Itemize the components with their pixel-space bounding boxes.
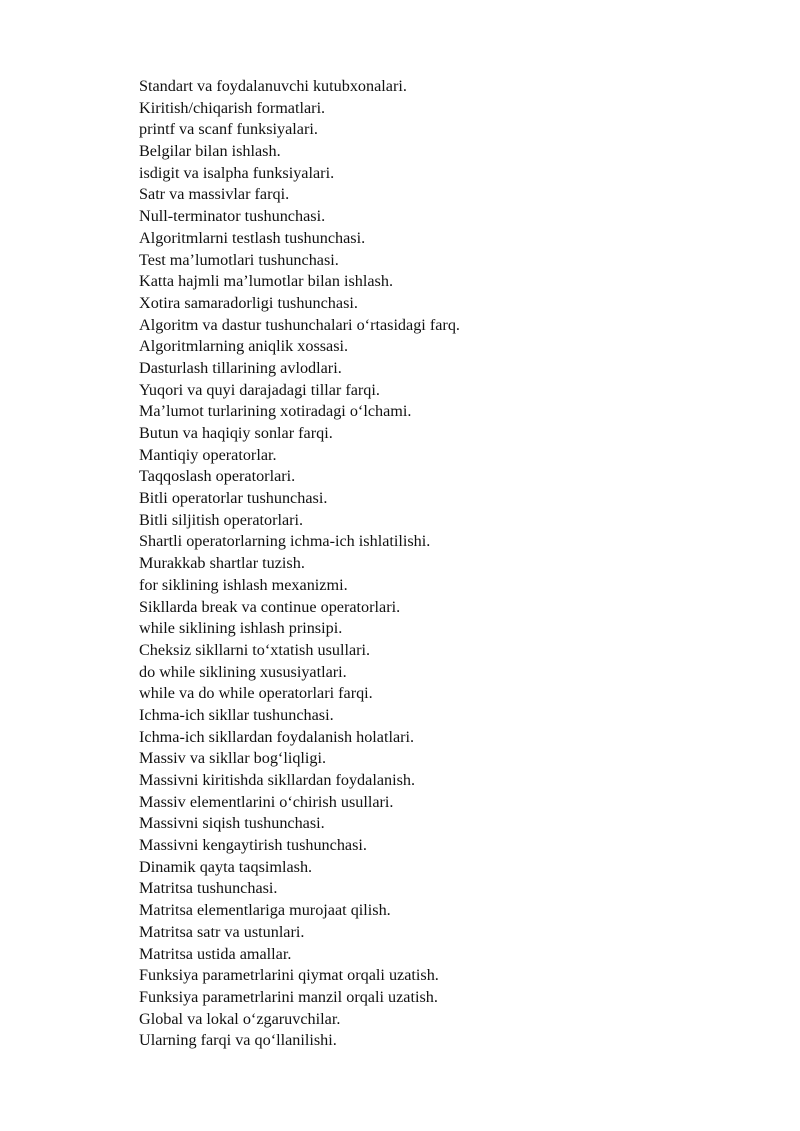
topic-line: Algoritmlarning aniqlik xossasi.: [139, 337, 349, 356]
topic-line: Test ma’lumotlari tushunchasi.: [139, 250, 339, 269]
topic-line: Kiritish/chiqarish formatlari.: [139, 98, 326, 117]
topic-line: Matritsa satr va ustunlari.: [139, 922, 305, 941]
topic-line: Xotira samaradorligi tushunchasi.: [139, 293, 358, 312]
topic-line: Funksiya parametrlarini qiymat orqali uzatish.: [139, 966, 439, 985]
topic-line: Algoritm va dastur tushunchalari o‘rtasidagi farq.: [139, 315, 460, 334]
topic-line: Satr va massivlar farqi.: [139, 185, 290, 204]
topic-line: Massiv va sikllar bog‘liqligi.: [139, 749, 327, 768]
topic-line: Katta hajmli ma’lumotlar bilan ishlash.: [139, 272, 393, 291]
topic-line: isdigit va isalpha funksiyalari.: [139, 163, 335, 182]
topic-line: Murakkab shartlar tuzish.: [139, 554, 305, 573]
topic-line: Massiv elementlarini o‘chirish usullari.: [139, 792, 394, 811]
topic-line: Massivni kiritishda sikllardan foydalanish.: [139, 771, 416, 789]
topic-line: Bitli siljitish operatorlari.: [139, 510, 304, 529]
topic-line: Ma’lumot turlarining xotiradagi o‘lchami.: [139, 402, 412, 421]
topic-line: Shartli operatorlarning ichma-ich ishlatilishi.: [139, 532, 431, 551]
topic-line: Massivni siqish tushunchasi.: [139, 814, 325, 833]
topic-line: while va do while operatorlari farqi.: [139, 684, 373, 703]
topic-line: Funksiya parametrlarini manzil orqali uzatish.: [139, 987, 438, 1006]
topic-line: Matritsa elementlariga murojaat qilish.: [139, 901, 391, 920]
topic-line: Dinamik qayta taqsimlash.: [139, 857, 313, 876]
topic-line: Matritsa ustida amallar.: [139, 944, 292, 963]
topic-line: while siklining ishlash prinsipi.: [139, 619, 343, 638]
topic-line: Massivni kengaytirish tushunchasi.: [139, 836, 367, 855]
topic-line: printf va scanf funksiyalari.: [139, 120, 318, 139]
topic-line: Ichma-ich sikllardan foydalanish holatlari.: [139, 727, 415, 746]
topic-line: Sikllarda break va continue operatorlari.: [139, 597, 401, 616]
topic-line: Taqqoslash operatorlari.: [139, 467, 296, 486]
topic-line: Standart va foydalanuvchi kutubxonalari.: [139, 77, 407, 95]
topic-line: Ularning farqi va qo‘llanilishi.: [139, 1031, 337, 1050]
topic-line: Butun va haqiqiy sonlar farqi.: [139, 424, 333, 442]
topic-line: do while siklining xususiyatlari.: [139, 662, 347, 681]
topic-line: for siklining ishlash mexanizmi.: [139, 575, 348, 594]
topic-line: Belgilar bilan ishlash.: [139, 142, 281, 161]
topic-line: Cheksiz sikllarni to‘xtatish usullari.: [139, 640, 371, 659]
topic-line: Bitli operatorlar tushunchasi.: [139, 489, 328, 508]
topic-line: Yuqori va quyi darajadagi tillar farqi.: [139, 380, 380, 399]
topic-line: Mantiqiy operatorlar.: [139, 445, 277, 464]
topic-list: [139, 76, 460, 1052]
topic-line: Dasturlash tillarining avlodlari.: [139, 358, 342, 377]
topic-line: Ichma-ich sikllar tushunchasi.: [139, 705, 334, 724]
topic-line: Algoritmlarni testlash tushunchasi.: [139, 228, 366, 247]
topic-line: Global va lokal o‘zgaruvchilar.: [139, 1009, 341, 1028]
topic-line: Matritsa tushunchasi.: [139, 879, 278, 898]
topic-line: Null-terminator tushunchasi.: [139, 207, 326, 226]
